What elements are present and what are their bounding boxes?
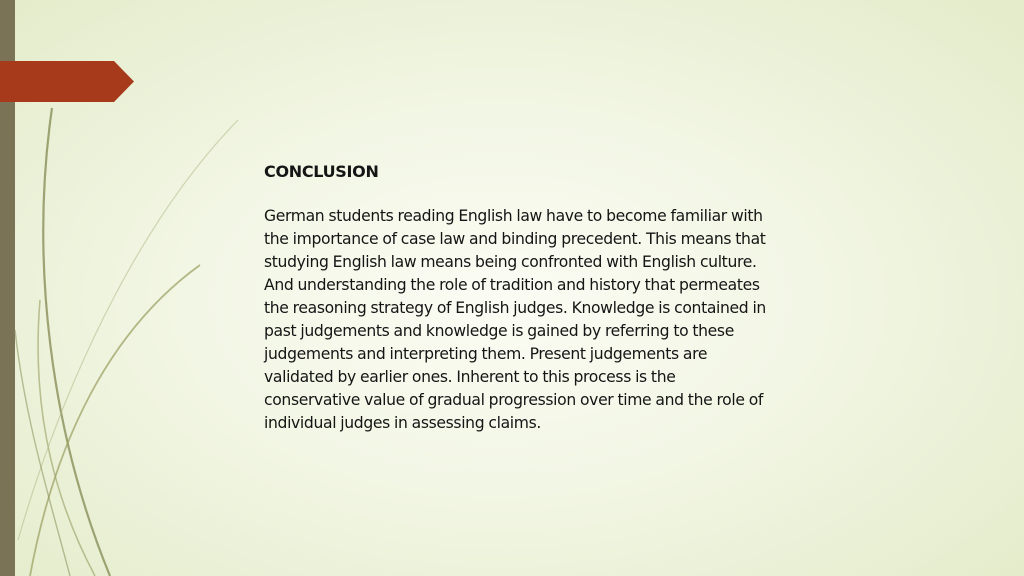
slide-body-text: German students reading English law have to become familiar with the importance of case law and binding precedent. This means that studying English law means being confronted with English culture. And understanding the role of tradition and history that permeates the reasoning strategy of English judges. Knowledge is contained in past judgements and knowledge is gained by referring to these judgements and interpreting them. Present judgements are validated by earlier ones. Inherent to this process is the conservative value of gradual progression over time and the role of individual judges in assessing claims. — [264, 207, 766, 432]
accent-arrow-tab — [0, 61, 134, 102]
text-content — [264, 160, 774, 435]
slide-heading: CONCLUSION — [264, 162, 379, 181]
